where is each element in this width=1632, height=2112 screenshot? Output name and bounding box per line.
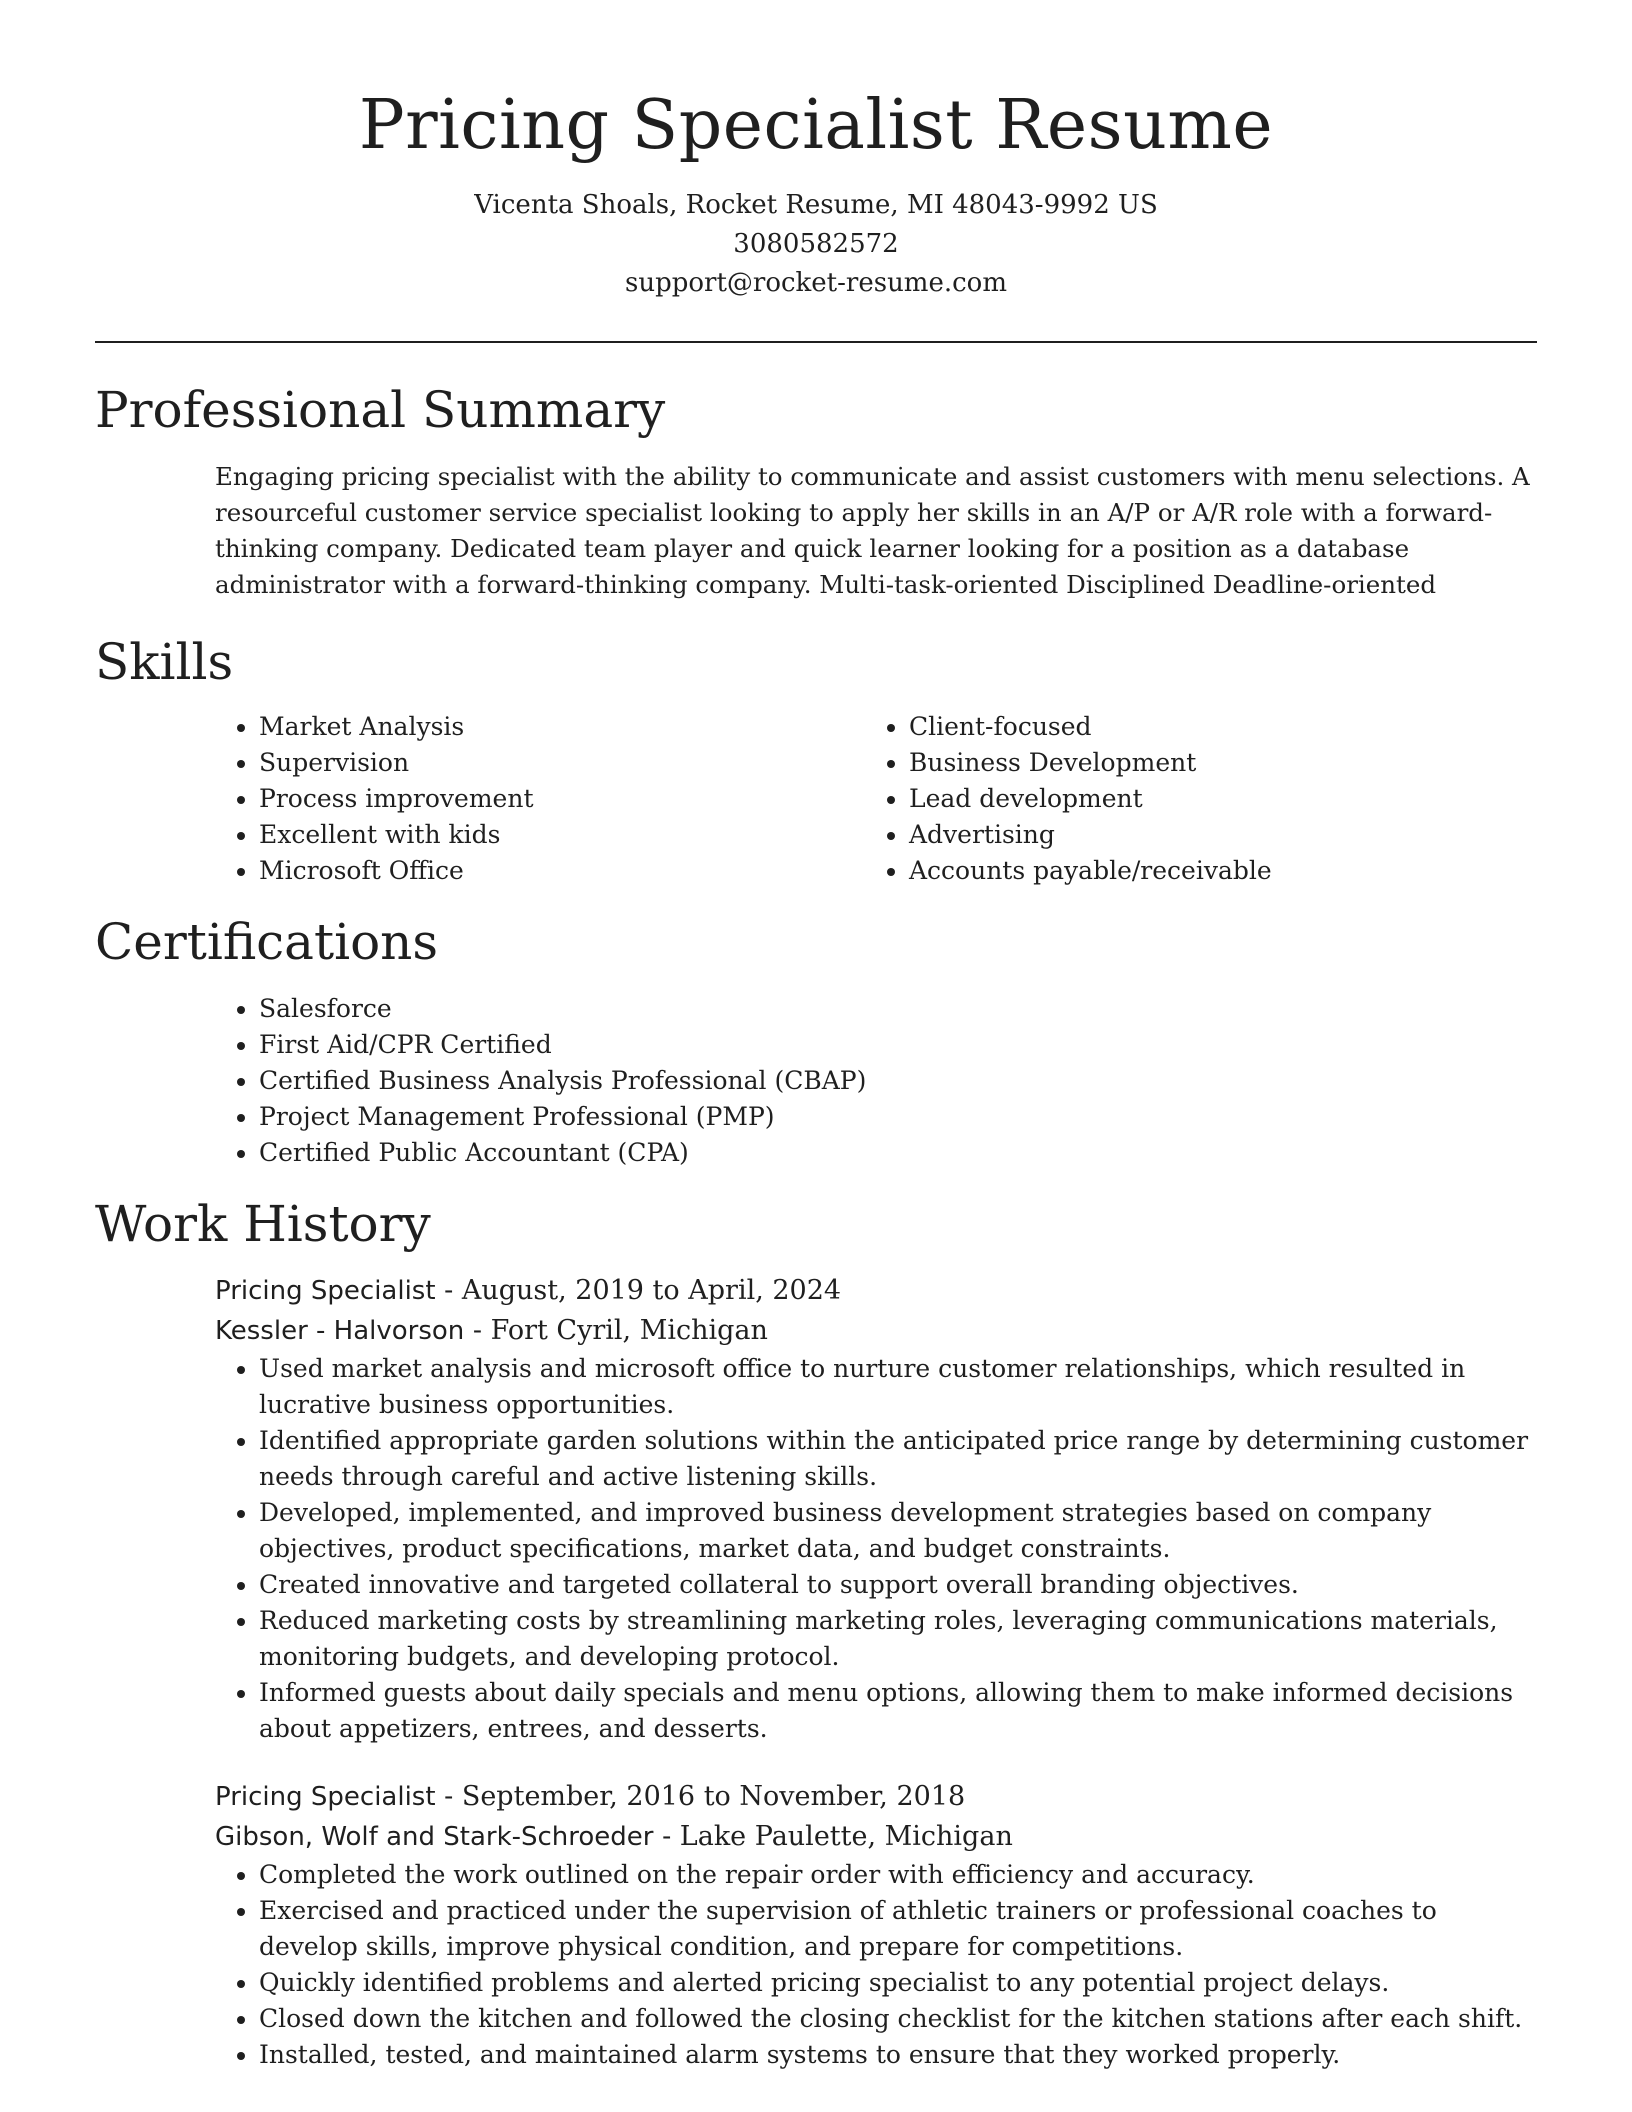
job-dates: - September, 2016 to November, 2018 [435,1781,966,1812]
work-history-section [95,1193,1537,2073]
job-bullet: • Created innovative and targeted collateral to support overall branding objectives. [259,1567,1537,1603]
job-location: - Lake Paulette, Michigan [653,1821,1013,1852]
certification-item: • Certified Public Accountant (CPA) [259,1135,1537,1171]
job-title-line [215,1271,1537,1311]
certification-item: • Project Management Professional (PMP) [259,1099,1537,1135]
contact-block [95,186,1537,303]
job-company-line [215,1311,1537,1351]
job-location: - Fort Cyril, Michigan [464,1315,768,1346]
summary-section [95,379,1537,603]
summary-heading: Professional Summary [95,381,666,439]
job-dates: - August, 2019 to April, 2024 [435,1275,842,1306]
job-title: Pricing Specialist [215,1276,436,1306]
summary-text: Engaging pricing specialist with the ability to communicate and assist customers with menu selections. A resourceful customer service specialist looking to apply her skills in an A/P or A/R role with a forward-thinking company. Dedicated team player and quick learner looking for a position as a database administrator with a forward-thinking company. Multi-task-oriented Disciplined Deadline-oriented [215,462,1530,599]
job-bullets [215,1351,1537,1747]
job-bullet: • Installed, tested, and maintained alarm systems to ensure that they worked properly. [259,2037,1537,2073]
certification-item: • First Aid/CPR Certified [259,1027,1537,1063]
job-bullet: • Exercised and practiced under the supervision of athletic trainers or professional coaches to develop skills, improve physical condition, and prepare for competitions. [259,1893,1537,1965]
skill-item: • Process improvement [259,781,865,817]
job-title-line [215,1777,1537,1817]
skill-item: • Supervision [259,745,865,781]
job-bullet: • Completed the work outlined on the repair order with efficiency and accuracy. [259,1857,1537,1893]
resume-page [95,0,1537,2073]
certifications-list [215,991,1537,1171]
resume-title: Pricing Specialist Resume [358,86,1274,165]
job-bullets [215,1857,1537,2073]
skills-list-left [215,709,865,889]
job-title: Pricing Specialist [215,1782,436,1812]
skill-item: • Lead development [909,781,1515,817]
certifications-section [95,911,1537,1171]
skills-section [95,631,1537,889]
work-history-heading: Work History [95,1195,431,1253]
header-divider [95,341,1537,343]
contact-address: Vicenta Shoals, Rocket Resume, MI 48043-9992 US [474,190,1158,220]
job-bullet: • Quickly identified problems and alerted pricing specialist to any potential project delays. [259,1965,1537,2001]
job-bullet: • Reduced marketing costs by streamlining marketing roles, leveraging communications materials, monitoring budgets, and developing protocol. [259,1603,1537,1675]
skill-item: • Business Development [909,745,1515,781]
skills-grid [215,709,1537,889]
job-company-line [215,1817,1537,1857]
certifications-block [215,991,1537,1171]
skill-item: • Microsoft Office [259,853,865,889]
skill-item: • Accounts payable/receivable [909,853,1515,889]
certification-item: • Certified Business Analysis Professional (CBAP) [259,1063,1537,1099]
job-bullet: • Developed, implemented, and improved business development strategies based on company objectives, product specifications, market data, and budget constraints. [259,1495,1537,1567]
job-company: Gibson, Wolf and Stark-Schroeder [215,1822,654,1852]
job-entry [215,1271,1537,1747]
job-bullet: • Informed guests about daily specials and menu options, allowing them to make informed decisions about appetizers, entrees, and desserts. [259,1675,1537,1747]
skill-item: • Market Analysis [259,709,865,745]
skills-column-left [215,709,865,889]
certification-item: • Salesforce [259,991,1537,1027]
skill-item: • Client-focused [909,709,1515,745]
skill-item: • Advertising [909,817,1515,853]
contact-phone: 3080582572 [733,229,899,259]
skills-column-right [865,709,1515,889]
skills-list-right [865,709,1515,889]
job-company: Kessler - Halvorson [215,1316,465,1346]
job-entry [215,1777,1537,2073]
skills-heading: Skills [95,633,234,691]
job-bullet: • Identified appropriate garden solutions within the anticipated price range by determining customer needs through careful and active listening skills. [259,1423,1537,1495]
job-bullet: • Used market analysis and microsoft office to nurture customer relationships, which resulted in lucrative business opportunities. [259,1351,1537,1423]
contact-email: support@rocket-resume.com [624,268,1007,298]
job-bullet: • Closed down the kitchen and followed the closing checklist for the kitchen stations after each shift. [259,2001,1537,2037]
skill-item: • Excellent with kids [259,817,865,853]
certifications-heading: Certifications [95,913,439,971]
